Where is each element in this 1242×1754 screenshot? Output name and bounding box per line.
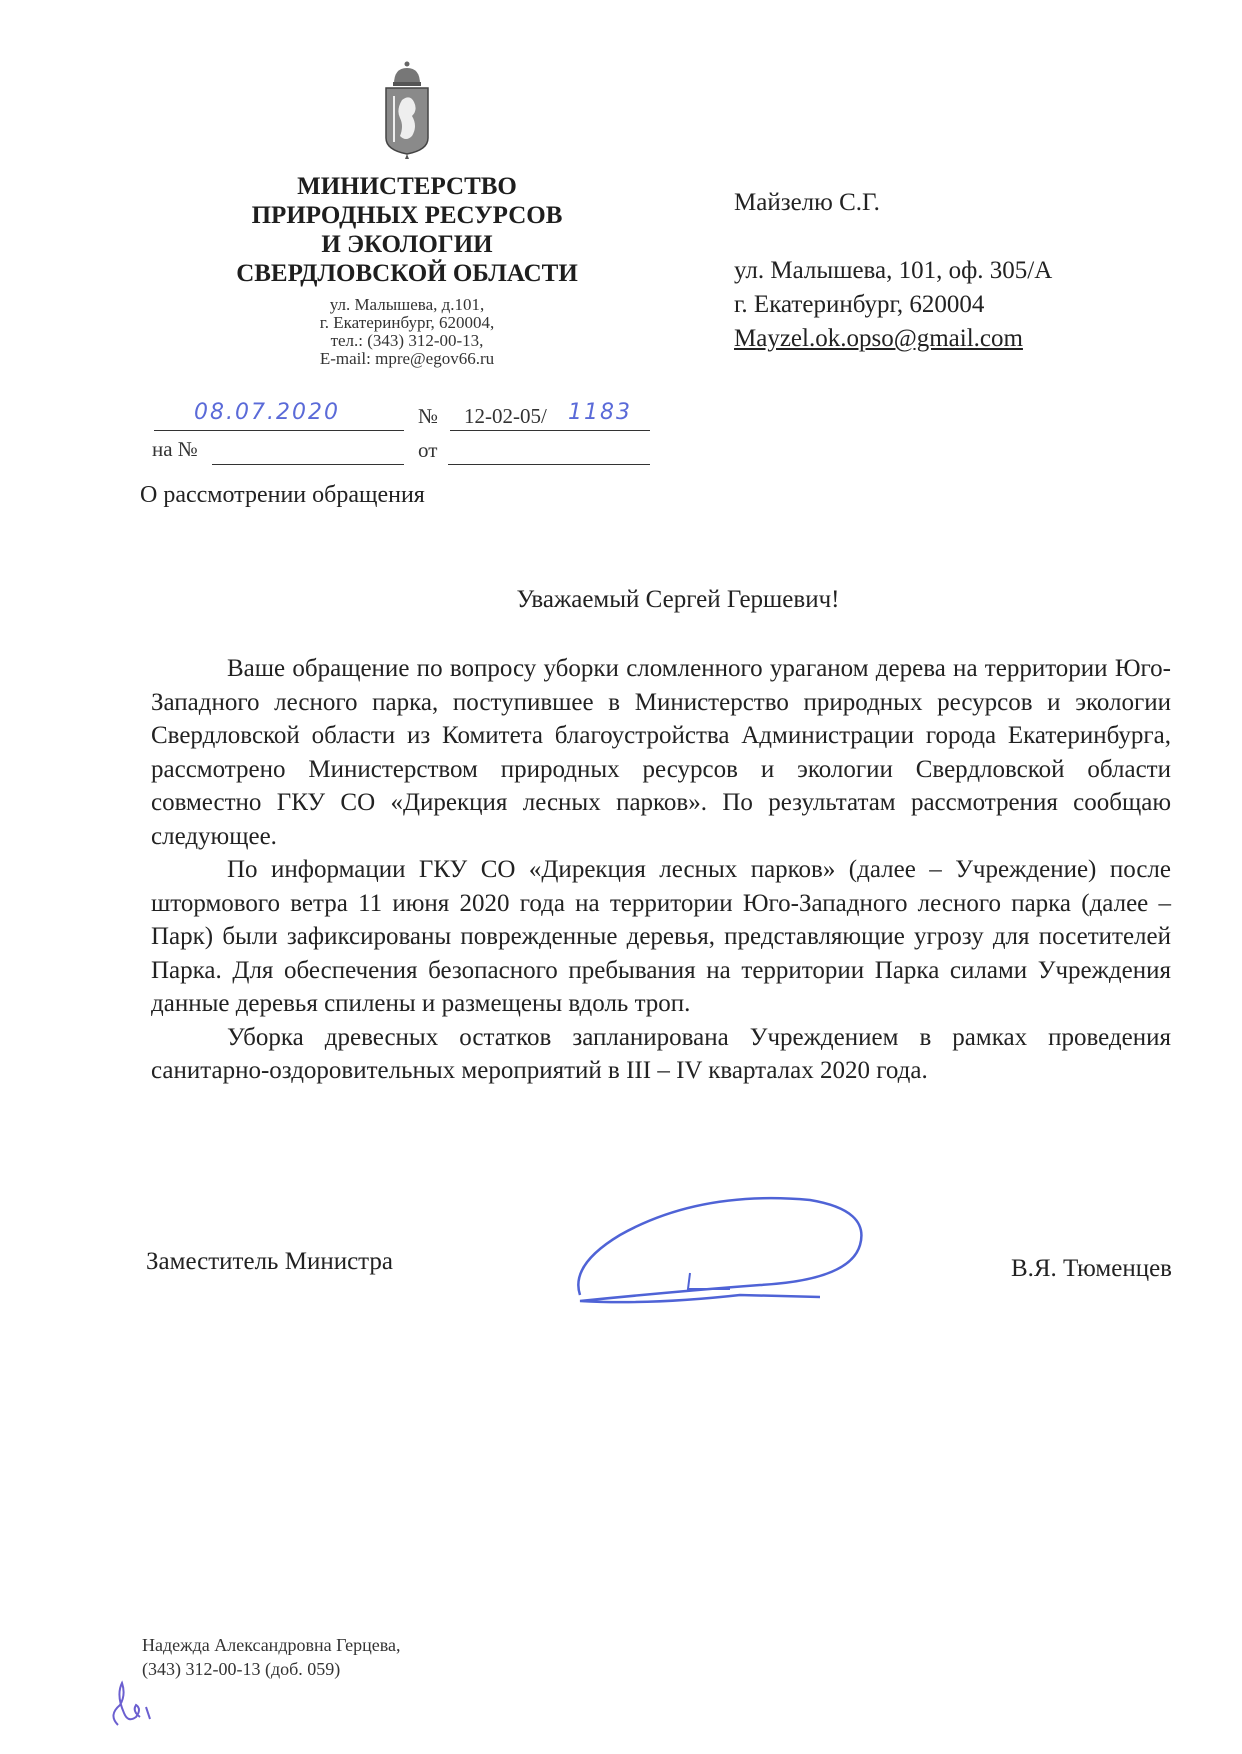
ministry-line: И ЭКОЛОГИИ <box>321 231 493 258</box>
signatory-title: Заместитель Министра <box>146 1248 393 1275</box>
ref-field <box>212 436 404 465</box>
subject: О рассмотрении обращения <box>140 482 425 508</box>
ministry-address <box>200 296 614 368</box>
addressee-block <box>734 186 1052 356</box>
paragraph: Ваше обращение по вопросу уборки сломленного ураганом дерева на территории Юго-Западного лесного парка, поступившее в Министерство природных ресурсов и экологии Свердловской области из Комитета благоустройства Администрации города Екатеринбурга, рассмотрено Министерством природных ресурсов и экологии Свердловской области совместно ГКУ СО «Дирекция лесных парков». По результатам рассмотрения сообщаю следующее. <box>151 655 1171 850</box>
addressee-name: Майзелю С.Г. <box>734 189 880 216</box>
addressee-city: г. Екатеринбург, 620004 <box>734 291 985 318</box>
paragraph: Уборка древесных остатков запланирована Учреждением в рамках проведения санитарно-оздоровительных мероприятий в III – IV кварталах 2020 года. <box>151 1023 1171 1084</box>
letter-body <box>151 652 1171 1088</box>
address-line: E-mail: mpre@egov66.ru <box>319 349 495 368</box>
number-handwritten: 1183 <box>568 400 632 425</box>
ref-label: на № <box>152 437 198 461</box>
address-line: г. Екатеринбург, 620004, <box>319 313 495 332</box>
addressee-street: ул. Малышева, 101, оф. 305/А <box>734 257 1053 284</box>
ministry-line: МИНИСТЕРСТВО <box>297 173 517 200</box>
signatory-name: В.Я. Тюменцев <box>1010 1255 1172 1282</box>
number-prefix: 12-02-05/ <box>464 404 547 428</box>
from-label: от <box>418 438 438 462</box>
coat-of-arms-logo <box>382 60 432 160</box>
from-field <box>448 436 650 465</box>
ministry-line: ПРИРОДНЫХ РЕСУРСОВ <box>251 202 563 229</box>
ministry-name <box>200 172 614 288</box>
handwritten-signature <box>560 1185 880 1325</box>
addressee-email[interactable]: Mayzel.ok.opso@gmail.com <box>734 325 1023 352</box>
executor-info <box>142 1633 401 1681</box>
executor-name: Надежда Александровна Герцева, <box>142 1635 401 1655</box>
greeting: Уважаемый Сергей Гершевич! <box>516 586 840 613</box>
ministry-line: СВЕРДЛОВСКОЙ ОБЛАСТИ <box>236 260 578 287</box>
executor-phone: (343) 312-00-13 (доб. 059) <box>142 1659 341 1679</box>
number-field <box>450 402 650 431</box>
date-handwritten: 08.07.2020 <box>194 400 340 425</box>
date-field <box>154 402 404 431</box>
address-line: тел.: (343) 312-00-13, <box>330 331 484 350</box>
number-label: № <box>418 404 439 428</box>
paragraph: По информации ГКУ СО «Дирекция лесных парков» (далее – Учреждение) после штормового ветра 11 июня 2020 года на территории Юго-Западного лесного парка (далее – Парк) были зафиксированы поврежденные деревья, представляющие угрозу для посетителей Парка. Для обеспечения безопасного пребывания на территории Парка силами Учреждения данные деревья спилены и размещены вдоль троп. <box>151 856 1171 1017</box>
address-line: ул. Малышева, д.101, <box>329 295 485 314</box>
handwritten-initials <box>106 1675 156 1735</box>
